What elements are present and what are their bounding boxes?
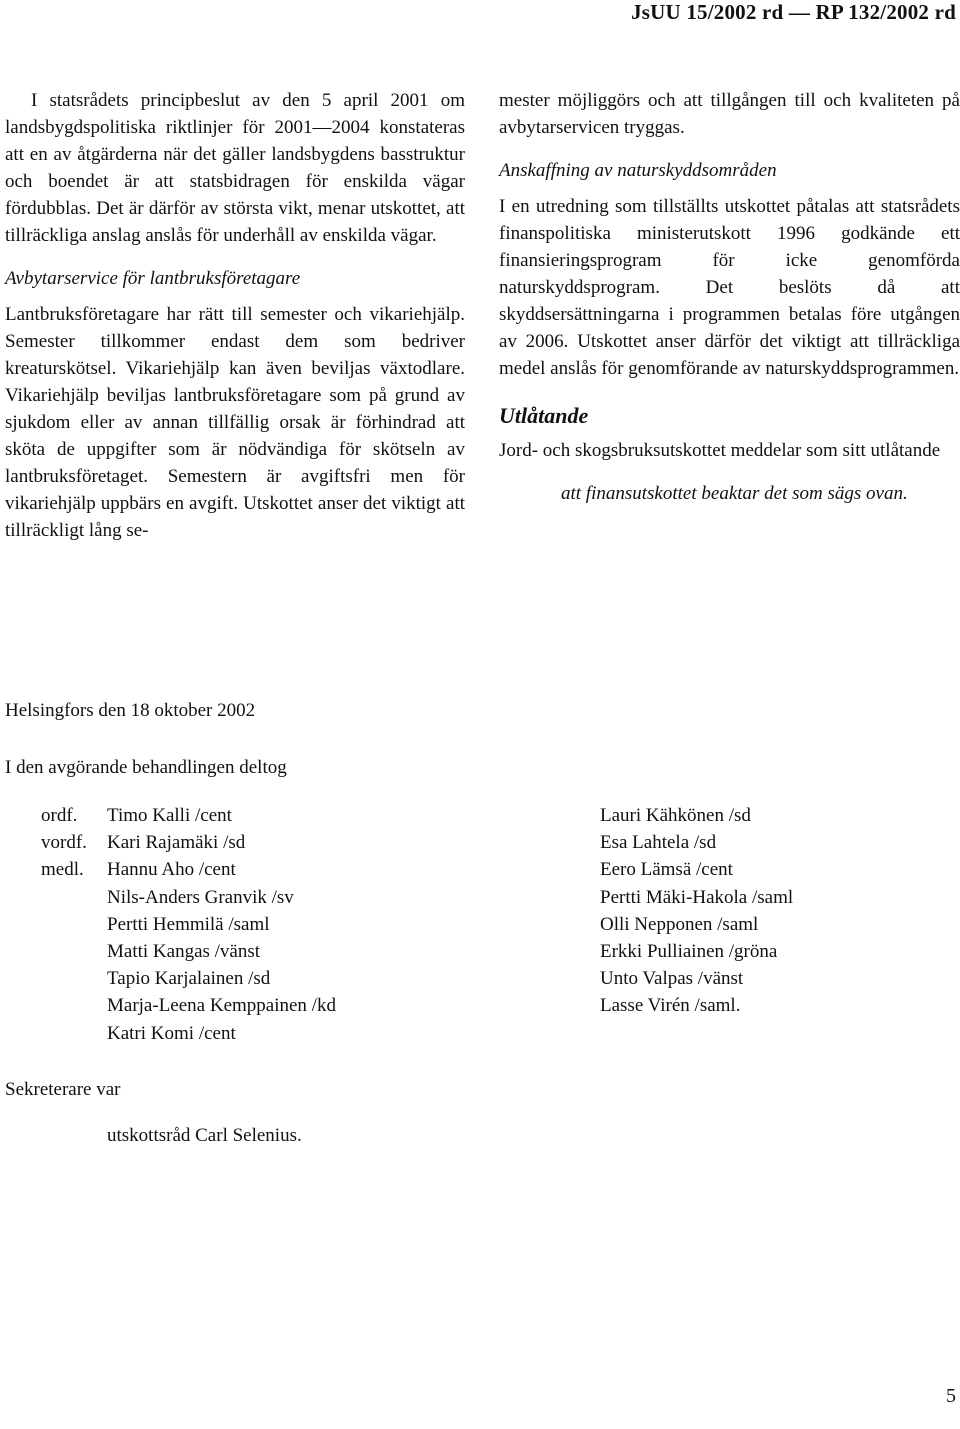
section-heading-naturskydd: Anskaffning av naturskyddsområden [499,160,777,181]
continuation-paragraph: mester möjliggörs och att tillgången till och kvaliteten på avbytarservicen tryggas. [499,90,960,138]
member-row [41,884,336,911]
section-body-avbytarservice: Lantbruksföretagare har rätt till semester och vikariehjälp. Semester tillkommer endast dem som bedriver kreaturskötsel. Vikariehjälp kan även beviljas växtodlare. Vikariehjälp beviljas lantbruksföretagare som på grund av sjukdom eller av annan tillfällig orsak är förhindrad att sköta de uppgifter som är nödvändiga för skötseln av lantbruksföretaget. Semestern är avgiftsfri men för vikariehjälp uppbärs en avgift. Utskottet anser det viktigt att tillräckligt lång se- [5,304,465,541]
participants-intro: I den avgörande behandlingen deltog [5,757,287,778]
member-name: Matti Kangas /vänst [107,941,261,963]
member-name: Katri Komi /cent [107,1022,236,1044]
member-row [41,992,336,1019]
members-list-right [600,802,793,1020]
member-name: Kari Rajamäki /sd [107,832,246,854]
member-name: Olli Nepponen /saml [600,913,759,935]
member-name: Eero Lämsä /cent [600,859,733,881]
member-row [41,911,336,938]
left-text-column [5,87,465,544]
member-name: Esa Lahtela /sd [600,832,717,854]
member-role: vordf. [41,832,87,854]
statement-quote: att finansutskottet beaktar det som sägs ovan. [561,483,908,504]
member-name: Erkki Pulliainen /gröna [600,941,778,963]
section-body-naturskydd: I en utredning som tillställts utskottet påtalas att statsrådets finanspolitiska ministerutskott 1996 godkände ett finansieringsprogram för icke genomförda naturskyddsprogram. Det beslöts då att skyddsersättningarna i programmen betalas före utgången av 2006. Utskottet anser därför det viktigt att tillräckliga medel anslås för genomförande av naturskyddsprogrammen. [499,196,960,379]
statement-body: Jord- och skogsbruksutskottet meddelar som sitt utlåtande [499,440,941,461]
secretary-name: utskottsråd Carl Selenius. [107,1125,302,1146]
member-role [41,1020,107,1047]
page-number: 5 [946,1385,956,1407]
member-role: medl. [41,859,84,881]
member-row [41,965,336,992]
member-role [41,884,107,911]
member-role [41,992,107,1019]
member-row [41,938,336,965]
section-heading-avbytarservice: Avbytarservice för lantbruksföretagare [5,268,301,289]
member-role: ordf. [41,805,78,826]
member-name: Lasse Virén /saml. [600,995,741,1017]
place-date: Helsingfors den 18 oktober 2002 [5,700,256,721]
member-name: Tapio Karjalainen /sd [107,968,271,990]
member-row [41,802,336,829]
member-name: Timo Kalli /cent [107,805,232,826]
member-row [41,829,336,856]
member-name: Unto Valpas /vänst [600,968,744,990]
member-name: Pertti Mäki-Hakola /saml [600,886,794,908]
member-name: Hannu Aho /cent [107,859,236,881]
member-name: Pertti Hemmilä /saml [107,913,270,935]
statement-heading: Utlåtande [499,403,589,428]
member-role [41,911,107,938]
members-list-left [41,802,336,1047]
member-role [41,938,107,965]
secretary-intro: Sekreterare var [5,1079,121,1100]
member-role [41,965,107,992]
intro-paragraph: I statsrådets principbeslut av den 5 april 2001 om landsbygdspolitiska riktlinjer för 2001—2004 konstateras att en av åtgärderna när det gäller landsbygdens basstruktur och boendet är att statsbidragen för enskilda vägar fördubblas. Det är därför av största vikt, menar utskottet, att tillräckliga anslag anslås för underhåll av enskilda vägar. [5,90,465,246]
member-row [41,1020,336,1047]
member-row [41,856,336,883]
member-name: Nils-Anders Granvik /sv [107,886,294,908]
document-reference-header: JsUU 15/2002 rd — RP 132/2002 rd [631,0,956,24]
member-name: Marja-Leena Kemppainen /kd [107,995,336,1017]
right-text-column [499,87,960,507]
member-name: Lauri Kähkönen /sd [600,805,751,826]
